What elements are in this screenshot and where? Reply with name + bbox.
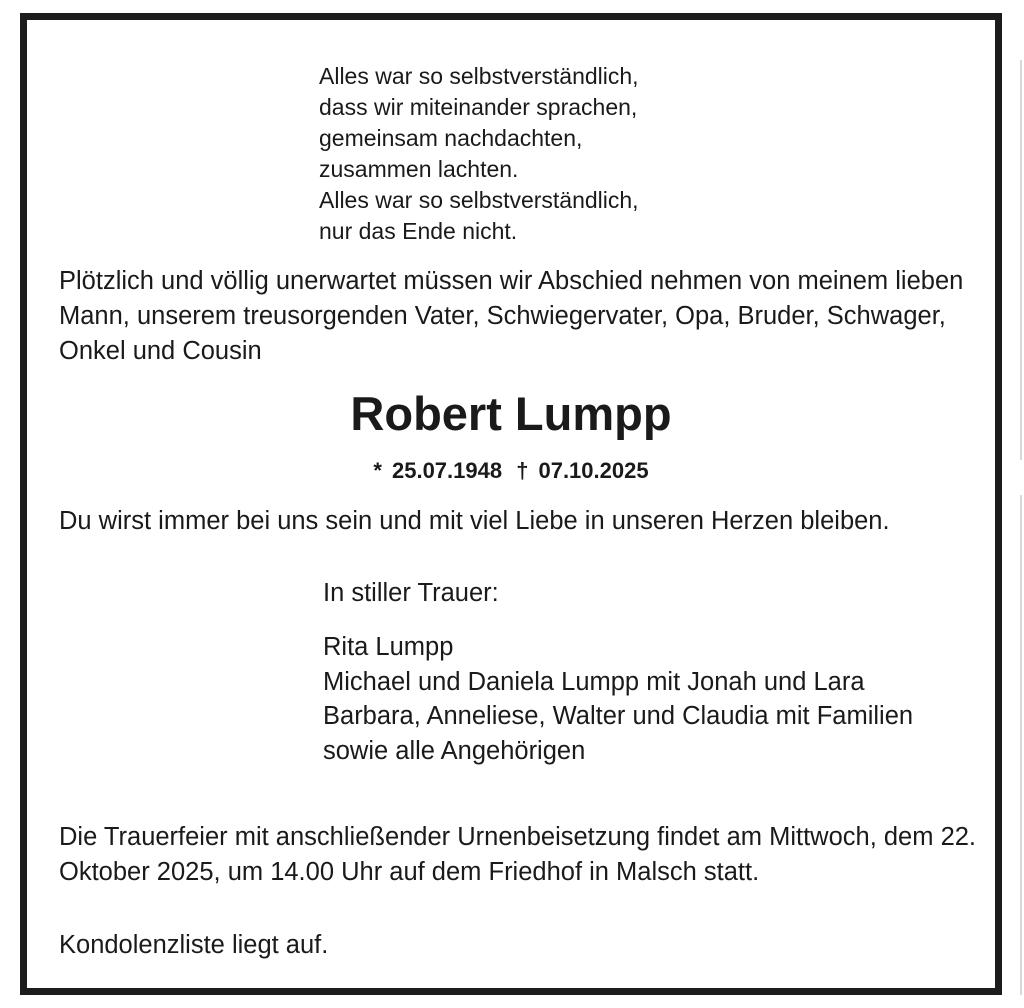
intro-text: Plötzlich und völlig unerwartet müssen wir Abschied nehmen von meinem lieben Mann, unserem treusorgenden Vater, Schwiegervater, Opa, Bruder, Schwager, Onkel und Cousin <box>59 267 964 365</box>
mourner-entry: Barbara, Anneliese, Walter und Claudia mit Familien <box>323 702 914 730</box>
memorial-poem <box>319 61 639 247</box>
poem-line: dass wir miteinander sprachen, <box>319 94 638 120</box>
mourner-entry: Rita Lumpp <box>323 633 454 661</box>
poem-line: Alles war so selbstverständlich, <box>319 187 639 213</box>
life-dates <box>27 456 995 486</box>
mourner-entry: sowie alle Angehörigen <box>323 736 586 765</box>
birth-date: 25.07.1948 <box>391 458 503 483</box>
mourners-list <box>323 630 973 768</box>
forever-text: Du wirst immer bei uns sein und mit viel Liebe in unseren Herzen bleiben. <box>59 507 890 535</box>
obituary-notice <box>20 13 1002 995</box>
mourning-label: In stiller Trauer: <box>323 579 499 607</box>
page-edge <box>1016 0 1024 1008</box>
mourner-entry: Michael und Daniela Lumpp mit Jonah und Lara <box>323 667 865 696</box>
birth-symbol: * <box>373 458 382 483</box>
poem-line: nur das Ende nicht. <box>319 218 518 244</box>
death-date: 07.10.2025 <box>538 458 649 483</box>
poem-line: Alles war so selbstverständlich, <box>319 63 639 89</box>
cross-icon: † <box>516 458 529 483</box>
poem-line: zusammen lachten. <box>319 156 519 182</box>
condolence-note: Kondolenzliste liegt auf. <box>59 931 329 959</box>
funeral-info: Die Trauerfeier mit anschließender Urnenbeisetzung findet am Mittwoch, dem 22. Oktober 2025, um 14.00 Uhr auf dem Friedhof in Malsch statt. <box>59 823 977 886</box>
edge-line <box>1020 60 1022 460</box>
deceased-name: Robert Lumpp <box>350 387 672 440</box>
poem-line: gemeinsam nachdachten, <box>319 125 583 151</box>
edge-line <box>1020 495 1022 995</box>
